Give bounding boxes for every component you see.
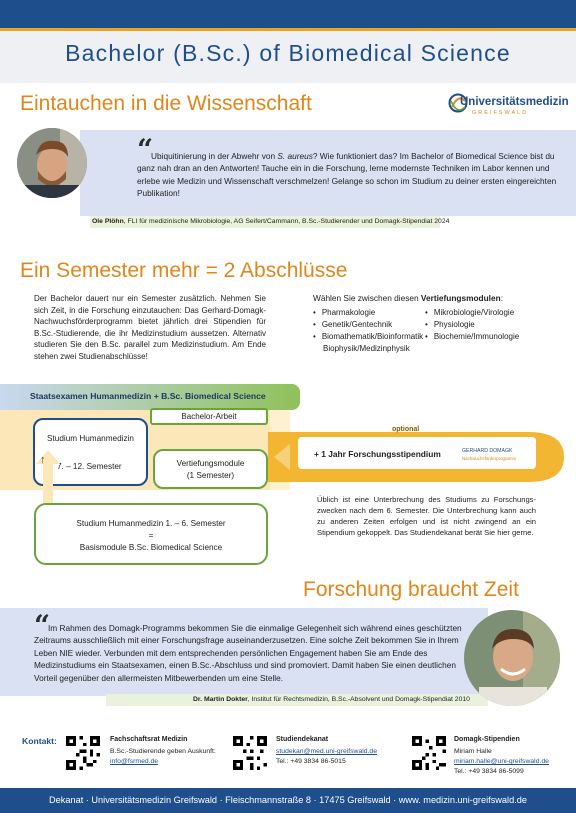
module-item: • Mikrobiologie/Virologie	[425, 307, 519, 319]
box-vertiefungsmodule	[153, 449, 268, 489]
domagk-logo: GERHARD DOMAGK	[462, 448, 513, 454]
module-item-continuation: Biophysik/Medizinphysik	[323, 344, 410, 353]
module-item: • Pharmakologie	[313, 307, 423, 319]
contact-domagk-email-link[interactable]: miriam.halle@uni-greifswald.de	[454, 758, 549, 765]
box-bachelor-arbeit: Bachelor-Arbeit	[150, 408, 268, 425]
studium-label: Studium Humanmedizin	[47, 434, 134, 443]
section-heading-eintauchen: Eintauchen in die Wissenschaft	[20, 92, 312, 115]
qr-code-domagk-icon[interactable]	[412, 736, 446, 770]
quote-text-1: Ubiquitinierung in der Abwehr von S. aureus? Wie funktioniert das? Im Bachelor of Biomedical Science bist du ganz nah dran an den Antworten! Tauche ein in die Forschung, lerne modernste Techniken im Labor kennen und erlebe wie Medizin und Wissenschaft verschmelzen! Gelange so schon im Studium zu deiner ersten eingereichten Publikation!	[137, 151, 557, 199]
contact-domagk-name: Miriam Halle	[454, 748, 492, 755]
quote-text-2: Im Rahmen des Domagk-Programms bekommen Sie die einmalige Gelegenheit sich während eines geschützten Zeitraums ausschließlich mit einer Forschungsfrage auseinanderzusetzen. Eine solche Zeit bekommen Sie in Ihrem Leben NIE wieder. Verbunden mit dem entsprechenden persönlichen Engagement haben Sie am Ende des Medizinstudiums ein Staatsexamen, einen B.Sc.-Abschluss und sind promoviert. Damit haben Sie einen deutlichen Vorteil gegenüber den allermeisten Mitbewerbenden um eine Stelle.	[34, 623, 462, 683]
modules-list-left	[313, 307, 423, 344]
top-bar	[0, 0, 576, 28]
caption-martin-dokter: Dr. Martin Dokter, Institut für Rechtsmedizin, B.Sc.-Absolvent und Domagk-Stipendiat 2010	[193, 696, 470, 703]
module-item: • Physiologie	[425, 319, 519, 331]
modules-list-right	[425, 307, 519, 344]
quote-mark-2: “	[34, 609, 51, 642]
section-heading-semester: Ein Semester mehr = 2 Abschlüsse	[20, 259, 348, 282]
contact-fsr-title: Fachschaftsrat Medizin	[110, 736, 188, 743]
modules-intro: Wählen Sie zwischen diesen Vertiefungsmodulen:	[313, 293, 503, 303]
forschungsstipendium-label: + 1 Jahr Forschungsstipendium	[314, 449, 441, 459]
logo-name: Universitätsmedizin	[460, 96, 569, 108]
vertiefung-line1: Vertiefungsmodule	[176, 459, 245, 468]
footer-address: Dekanat · Universitätsmedizin Greifswald · Fleischmannstraße 8 · 17475 Greifswald · www. medizin.uni-greifswald.de	[0, 788, 576, 813]
caption-ole-ploehn: Ole Plöhn, FLI für medizinische Mikrobiologie, AG Seifert/Cammann, B.Sc.-Studierender und Domagk-Stipendiat 2024	[92, 218, 450, 225]
portrait-ole-ploehn	[16, 127, 88, 199]
module-item: • Biomathematik/Bioinformatik	[313, 331, 423, 343]
section2-body-text: Der Bachelor dauert nur ein Semester zusätzlich. Nehmen Sie sich Zeit, in die Forschung einzutauchen: Das Gerhard-Domagk-Nachwuchsförderprogramm bietet jährlich drei Stipendien für B.Sc.-Studierende, die ihr Medizinstudium aussetzen. Alternativ studieren Sie den B.Sc. parallel zum Medizinstudium. Am Ende stehen zwei Studienabschlüsse!	[34, 294, 266, 361]
section-heading-forschung: Forschung braucht Zeit	[303, 578, 519, 601]
contact-fsr-line: B.Sc.-Studierende geben Auskunft:	[110, 748, 216, 755]
contact-studiendekanat-email-link[interactable]: studekan@med.uni-greifswald.de	[276, 748, 377, 755]
vertiefung-line2: (1 Semester)	[186, 471, 235, 480]
contact-label: Kontakt:	[22, 736, 57, 746]
base-line2: =	[148, 531, 154, 540]
qr-code-studiendekanat-icon[interactable]	[233, 736, 267, 770]
quote-mark-1: “	[137, 133, 154, 166]
diagram-note: Üblich ist eine Unterbrechung des Studiums zu Forschungs-zwecken nach dem 6. Semester. Die Unterbrechung kann auch zu anderen Zeiten erfolgen und ist nicht zwingend an ein Stipendium gekoppelt. Das Studiendekanat berät Sie hier gerne.	[317, 495, 536, 537]
diagram-header: Staatsexamen Humanmedizin + B.Sc. Biomedical Science	[30, 391, 266, 401]
base-line1: Studium Humanmedizin 1. – 6. Semester	[76, 519, 226, 528]
contact-studiendekanat-tel: Tel.: +49 3834 86-5015	[276, 758, 346, 765]
page-title: Bachelor (B.Sc.) of Biomedical Science	[65, 40, 511, 66]
semester-range: 7. – 12. Semester	[57, 462, 122, 471]
optional-label: optional	[392, 426, 420, 433]
contact-studiendekanat-title: Studiendekanat	[276, 736, 329, 743]
qr-code-fsr-icon[interactable]	[66, 736, 100, 770]
module-item: • Biochemie/Immunologie	[425, 331, 519, 343]
portrait-martin-dokter	[463, 609, 561, 707]
base-line3: Basismodule B.Sc. Biomedical Science	[79, 543, 223, 552]
contact-domagk-title: Domagk-Stipendien	[454, 736, 520, 743]
contact-domagk-tel: Tel.: +49 3834 86-5099	[454, 768, 524, 775]
arrow-glyph-icon: ↑	[40, 454, 46, 466]
box-basismodule	[34, 503, 268, 565]
logo-subtitle: GREIFSWALD	[472, 110, 529, 116]
domagk-logo-sub: Nachwuchsförderprogramm	[462, 456, 517, 461]
contact-fsr-email-link[interactable]: info@fsrmed.de	[110, 758, 159, 765]
module-item: • Genetik/Gentechnik	[313, 319, 423, 331]
